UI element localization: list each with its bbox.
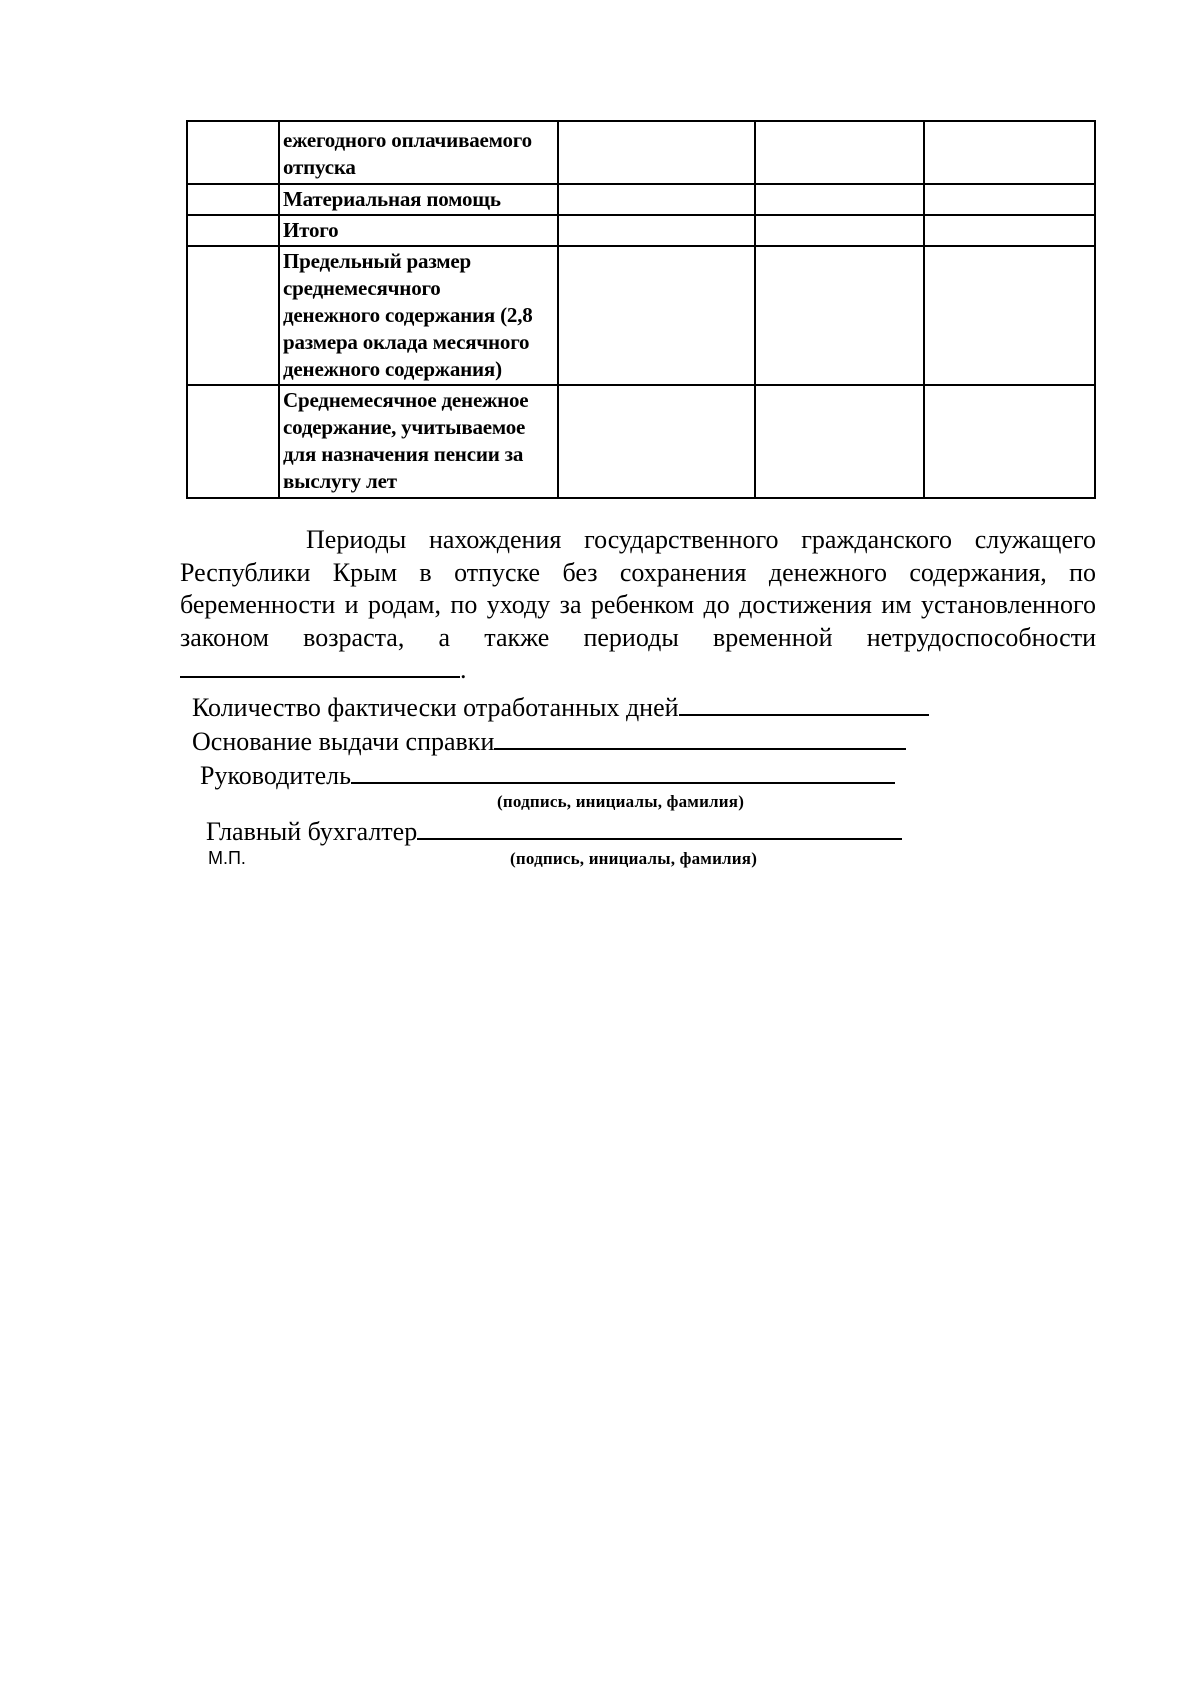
label-line: отпуска: [283, 155, 356, 179]
table-cell: [924, 215, 1095, 246]
table-cell: [187, 184, 279, 215]
label-line: Предельный размер: [283, 249, 471, 273]
head-field: [200, 760, 895, 791]
table-cell: [924, 385, 1095, 498]
accountant-signature-line: [417, 816, 902, 840]
label-line: среднемесячного: [283, 276, 441, 300]
table-cell: [924, 246, 1095, 385]
label-line: для назначения пенсии за: [283, 442, 524, 466]
table-cell: [558, 121, 755, 184]
label-line: Материальная помощь: [283, 187, 501, 211]
periods-text: Периоды нахождения государственного гражданского служащего Республики Крым в отпуске без сохранения денежного содержания, по беременности и родам, по уходу за ребенком до достижения им установленного законом возраста, а также периоды временной нетрудоспособности: [180, 525, 1096, 652]
table-cell: [924, 121, 1095, 184]
basis-field: [192, 726, 906, 757]
table-cell: [558, 215, 755, 246]
label-line: выслугу лет: [283, 469, 397, 493]
table-cell: [558, 184, 755, 215]
table-cell: [187, 246, 279, 385]
label-line: денежного содержания): [283, 357, 502, 381]
accountant-field: [206, 816, 902, 847]
table-row: [187, 246, 1095, 385]
head-signature-line: [351, 760, 895, 784]
accountant-label: Главный бухгалтер: [206, 817, 418, 846]
periods-blank-line: [180, 654, 460, 678]
table-cell: [187, 215, 279, 246]
table-row: [187, 121, 1095, 184]
label-line: денежного содержания (2,8: [283, 303, 533, 327]
periods-paragraph: [180, 524, 1096, 687]
table-cell: [187, 121, 279, 184]
stamp-label: М.П.: [208, 848, 246, 868]
basis-label: Основание выдачи справки: [192, 727, 495, 756]
salary-table: [186, 120, 1096, 499]
table-cell: [558, 385, 755, 498]
row-label-average-monthly: [279, 385, 558, 498]
label-line: содержание, учитываемое: [283, 415, 526, 439]
label-line: ежегодного оплачиваемого: [283, 128, 532, 152]
head-label: Руководитель: [200, 761, 351, 790]
days-worked-field: [192, 692, 929, 723]
periods-end: .: [460, 655, 467, 684]
row-label-total: [279, 215, 558, 246]
label-line: Среднемесячное денежное: [283, 388, 529, 412]
basis-line: [494, 726, 906, 750]
table-row: [187, 385, 1095, 498]
table-cell: [755, 246, 924, 385]
table-cell: [755, 385, 924, 498]
head-caption: (подпись, инициалы, фамилия): [497, 792, 745, 811]
label-line: Итого: [283, 218, 339, 242]
row-label-annual-leave: [279, 121, 558, 184]
table-cell: [558, 246, 755, 385]
row-label-material-aid: [279, 184, 558, 215]
days-worked-line: [679, 692, 929, 716]
table-cell: [924, 184, 1095, 215]
table-cell: [755, 215, 924, 246]
table-row: [187, 184, 1095, 215]
days-worked-label: Количество фактически отработанных дней: [192, 693, 679, 722]
row-label-limit-size: [279, 246, 558, 385]
table-row: [187, 215, 1095, 246]
label-line: размера оклада месячного: [283, 330, 530, 354]
table-cell: [187, 385, 279, 498]
table-cell: [755, 121, 924, 184]
accountant-caption: (подпись, инициалы, фамилия): [510, 849, 758, 868]
table-cell: [755, 184, 924, 215]
